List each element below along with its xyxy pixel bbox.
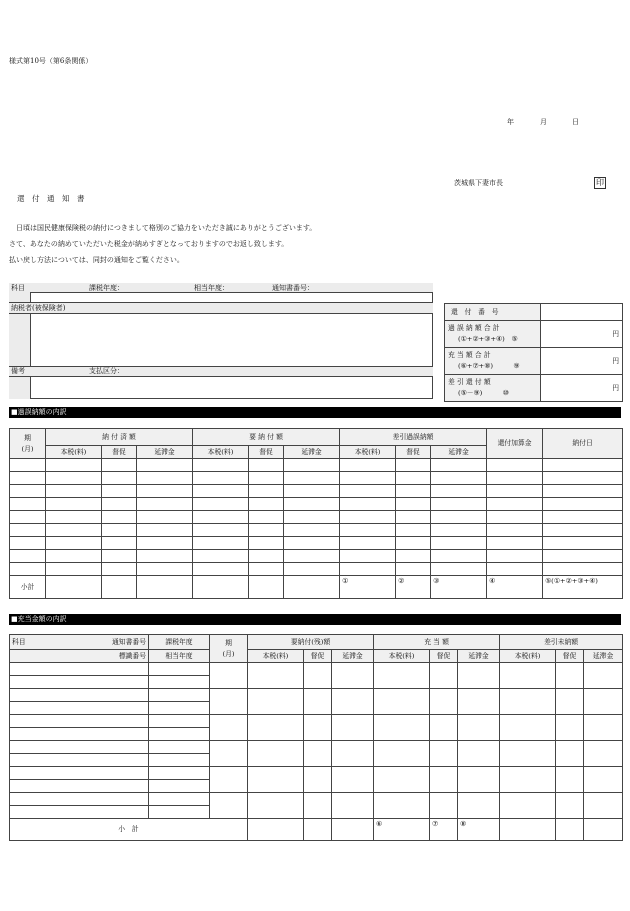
biko-label: 備考 <box>11 367 25 375</box>
sub-header: 本税(料) <box>193 446 249 459</box>
subtotal-label-2: 小 計 <box>10 819 248 841</box>
mark-2: ② <box>396 576 431 599</box>
table-row <box>10 793 623 806</box>
sub-header: 本税(料) <box>340 446 396 459</box>
sub-header: 督促 <box>396 446 431 459</box>
taxpayer-label: 納税者(被保険者) <box>11 304 66 312</box>
period-header-2: 期 (月) <box>210 635 248 663</box>
section2-title: ■充当金額の内訳 <box>9 614 621 625</box>
refund-row-3-label: 差 引 還 付 額 (⑤－⑨) ⑩ <box>445 375 541 402</box>
sub-header: 本税(料) <box>248 650 304 663</box>
group-appropriated: 充 当 額 <box>374 635 500 650</box>
table-row <box>10 550 623 563</box>
hyoshiki-header: 標識番号 <box>10 650 149 663</box>
table-row <box>10 689 623 702</box>
sub-header: 延滞金 <box>284 446 340 459</box>
refund-table <box>444 303 623 402</box>
refund-number-label: 還 付 番 号 <box>445 304 541 321</box>
issuer: 茨城県下妻市長 <box>454 179 503 187</box>
info-box <box>9 283 433 399</box>
document-title: 還 付 通 知 書 <box>17 194 85 203</box>
greeting-line-2: さて、あなたの納めていただいた税金が納めすぎとなっておりますのでお返し致します。 <box>9 240 289 248</box>
subtotal-label: 小計 <box>10 576 46 599</box>
section1-title: ■過誤納額の内訳 <box>9 407 621 418</box>
sub-header: 延滞金 <box>332 650 374 663</box>
mark-1: ① <box>340 576 396 599</box>
kazei-nendo-header: 課税年度 <box>149 635 210 650</box>
kazei-nendo-label: 課税年度： <box>89 284 124 292</box>
refund-number-value <box>541 304 623 321</box>
sub-header: 本税(料) <box>500 650 556 663</box>
overpayment-table <box>9 428 623 599</box>
table-row <box>10 511 623 524</box>
period-header: 期 (月) <box>10 429 46 459</box>
mark-8: ⑧ <box>458 819 500 841</box>
table-row <box>10 741 623 754</box>
sub-header: 督促 <box>102 446 137 459</box>
group-paid: 納 付 済 額 <box>46 429 193 446</box>
refund-row-2-unit: 円 <box>541 348 623 375</box>
sub-header: 督促 <box>556 650 584 663</box>
sub-header: 督促 <box>249 446 284 459</box>
group-overpaid: 差引過誤納額 <box>340 429 487 446</box>
table-row <box>10 459 623 472</box>
mark-4: ④ <box>487 576 543 599</box>
greeting-line-3: 払い戻し方法については、同封の通知をご覧ください。 <box>9 256 184 264</box>
soto-nendo-header: 相当年度 <box>149 650 210 663</box>
tsuchi-no-label: 通知書番号： <box>272 284 314 292</box>
refund-row-2-label: 充 当 額 合 計 (⑥+⑦+⑧) ⑨ <box>445 348 541 375</box>
refund-row-1-unit: 円 <box>541 321 623 348</box>
table-row <box>10 485 623 498</box>
date-month: 月 <box>540 118 547 126</box>
date-day: 日 <box>572 118 579 126</box>
table-row <box>10 537 623 550</box>
sub-header: 延滞金 <box>458 650 500 663</box>
mark-7: ⑦ <box>430 819 458 841</box>
table-row <box>10 472 623 485</box>
kamoku-label: 科目 <box>11 284 25 292</box>
sub-header: 本税(料) <box>46 446 102 459</box>
table-row <box>10 524 623 537</box>
kasan-header: 還付加算金 <box>487 429 543 459</box>
sub-header: 延滞金 <box>431 446 487 459</box>
seal-mark: 印 <box>596 178 604 187</box>
kamoku-tsuchi-header: 科目 通知書番号 <box>10 635 149 650</box>
table-row <box>10 498 623 511</box>
sub-header: 督促 <box>430 650 458 663</box>
refund-row-3-unit: 円 <box>541 375 623 402</box>
shiharai-label: 支払区分： <box>89 367 124 375</box>
date-year: 年 <box>507 118 514 126</box>
table-row <box>10 715 623 728</box>
form-number: 様式第10号（第6条関係） <box>9 57 93 65</box>
mark-3: ③ <box>431 576 487 599</box>
soto-nendo-label: 相当年度： <box>194 284 229 292</box>
sub-header: 本税(料) <box>374 650 430 663</box>
table-row <box>10 767 623 780</box>
group-remaining: 要納付(残)額 <box>248 635 374 650</box>
mark-5: ⑤(①+②+③+④) <box>543 576 623 599</box>
sub-header: 督促 <box>304 650 332 663</box>
greeting-line-1: 日頃は国民健康保険税の納付につきまして格別のご協力をいただき誠にありがとうございます。 <box>9 224 317 232</box>
group-unpaid: 差引未納額 <box>500 635 623 650</box>
sub-header: 延滞金 <box>584 650 623 663</box>
table-row <box>10 563 623 576</box>
refund-row-1-label: 過 誤 納 額 合 計 (①+②+③+④) ⑤ <box>445 321 541 348</box>
nofubi-header: 納付日 <box>543 429 623 459</box>
sub-header: 延滞金 <box>137 446 193 459</box>
table-row <box>10 663 623 676</box>
group-required: 要 納 付 額 <box>193 429 340 446</box>
appropriation-table <box>9 634 623 841</box>
mark-6: ⑥ <box>374 819 430 841</box>
